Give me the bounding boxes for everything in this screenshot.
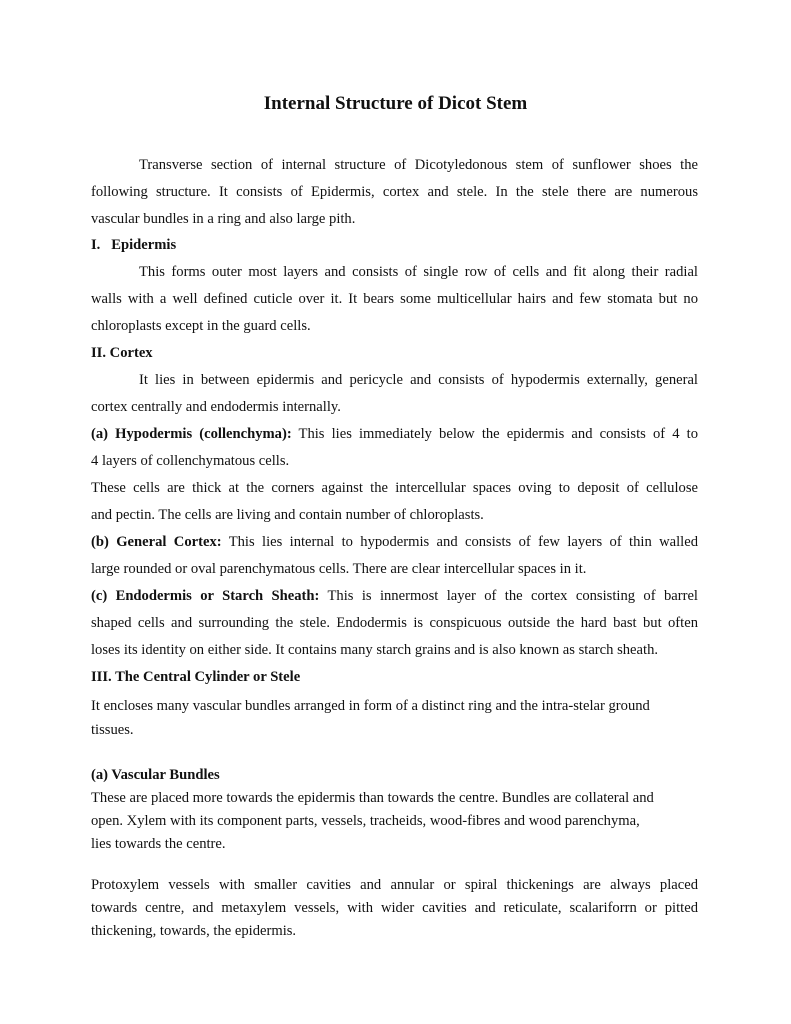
vascular-bundles-line-2: open. Xylem with its component parts, vessels, tracheids, wood-fibres and wood parenchyma,: [91, 813, 640, 829]
stele-line-2: tissues.: [91, 722, 134, 738]
section-heading-cortex: II. Cortex: [91, 345, 153, 361]
section-heading-stele: III. The Central Cylinder or Stele: [91, 669, 301, 685]
epidermis-line-1: This forms outer most layers and consists of single row of cells and fit along their radial: [139, 264, 698, 280]
intro-line-3: vascular bundles in a ring and also large pith.: [91, 211, 356, 227]
hypodermis-label: (a) Hypodermis (collenchyma):: [91, 426, 292, 442]
hypodermis-line-1: (a) Hypodermis (collenchyma): This lies immediately below the epidermis and consists of 4 to: [91, 426, 698, 442]
epidermis-line-2: walls with a well defined cuticle over it. It bears some multicellular hairs and few stomata but no: [91, 291, 698, 307]
vascular-bundles-line-3: lies towards the centre.: [91, 836, 226, 852]
protoxylem-line-3: thickening, towards, the epidermis.: [91, 923, 297, 939]
endodermis-line-1: (c) Endodermis or Starch Sheath: This is innermost layer of the cortex consisting of barrel: [91, 588, 698, 604]
hypodermis-line-3: These cells are thick at the corners against the intercellular spaces oving to deposit of cellulose: [91, 480, 698, 496]
hypodermis-line-4: and pectin. The cells are living and contain number of chloroplasts.: [91, 507, 484, 523]
stele-line-1: It encloses many vascular bundles arranged in form of a distinct ring and the intra-stelar ground: [91, 698, 650, 714]
endodermis-line-2: shaped cells and surrounding the stele. Endodermis is conspicuous outside the hard bast but often: [91, 615, 698, 631]
epidermis-line-3: chloroplasts except in the guard cells.: [91, 318, 311, 334]
vascular-bundles-line-1: These are placed more towards the epidermis than towards the centre. Bundles are collateral and: [91, 790, 654, 806]
page-title: Internal Structure of Dicot Stem: [263, 93, 528, 114]
subheading-vascular-bundles: (a) Vascular Bundles: [91, 767, 220, 783]
section-heading-epidermis: I. Epidermis: [91, 237, 177, 253]
endodermis-line-3: loses its identity on either side. It contains many starch grains and is also known as starch sheath.: [91, 642, 659, 658]
protoxylem-line-1: Protoxylem vessels with smaller cavities and annular or spiral thickenings are always placed: [91, 877, 698, 893]
general-cortex-label: (b) General Cortex:: [91, 534, 222, 550]
general-cortex-line-2: large rounded or oval parenchymatous cells. There are clear intercellular spaces in it.: [91, 561, 587, 577]
hypodermis-line-2: 4 layers of collenchymatous cells.: [91, 453, 290, 469]
intro-line-1: Transverse section of internal structure of Dicotyledonous stem of sunflower shoes the: [139, 157, 698, 173]
intro-line-2: following structure. It consists of Epidermis, cortex and stele. In the stele there are numerous: [91, 184, 698, 200]
general-cortex-line-1: (b) General Cortex: This lies internal to hypodermis and consists of few layers of thin walled: [91, 534, 698, 550]
endodermis-label: (c) Endodermis or Starch Sheath:: [91, 588, 320, 604]
cortex-line-2: cortex centrally and endodermis internally.: [91, 399, 341, 415]
protoxylem-line-2: towards centre, and metaxylem vessels, with wider cavities and reticulate, scalariforrn or pitted: [91, 900, 698, 916]
cortex-line-1: It lies in between epidermis and pericycle and consists of hypodermis externally, general: [139, 372, 698, 388]
